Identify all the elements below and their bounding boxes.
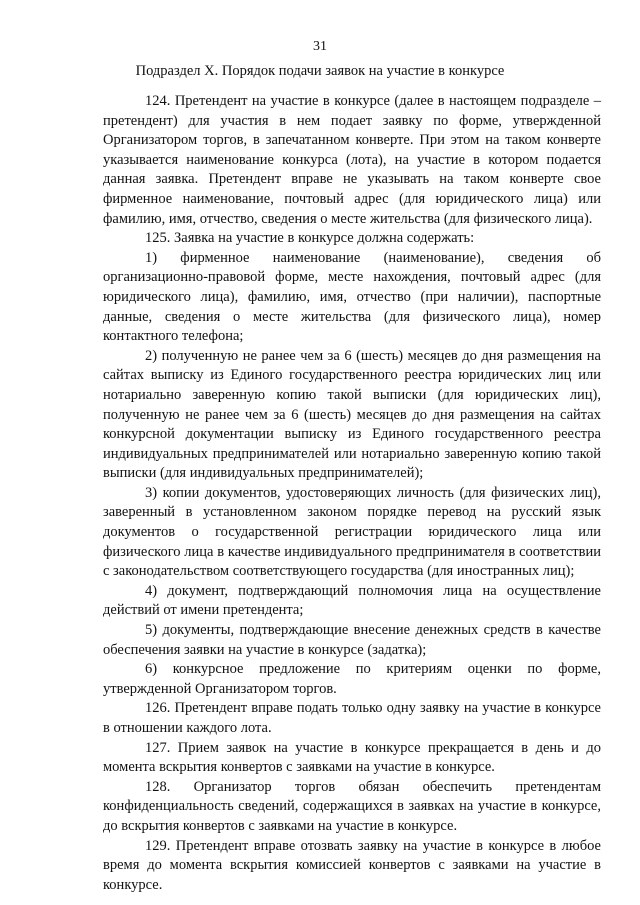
list-item-4: 4) документ, подтверждающий полномочия лица на осуществление действий от имени претендента; [103,582,601,619]
list-item-6: 6) конкурсное предложение по критериям оценки по форме, утвержденной Организатором торгов. [103,661,601,697]
section-title: Подраздел X. Порядок подачи заявок на участие в конкурсе [135,63,505,79]
page-number: 31 [313,39,327,54]
paragraph-127: 127. Прием заявок на участие в конкурсе прекращается в день и до момента вскрытия конвертов с заявками на участие в конкурсе. [103,739,601,776]
paragraph-126: 126. Претендент вправе подать только одну заявку на участие в конкурсе в отношении каждого лота. [103,700,601,736]
list-item-3: 3) копии документов, удостоверяющих личность (для физических лиц), заверенный в установленном законом порядке перевод на русский язык документов о государственной регистрации юридического лица или физического лица в качестве индивидуального предпринимателя в соответствии с законодательством соответствующего государства (для иностранных лиц); [103,484,601,580]
document-body [103,92,601,895]
list-item-5: 5) документы, подтверждающие внесение денежных средств в качестве обеспечения заявки на участие в конкурсе (задатка); [103,622,601,658]
paragraph-129: 129. Претендент вправе отозвать заявку на участие в конкурсе в любое время до момента вскрытия комиссией конвертов с заявками на участие в конкурсе. [103,837,601,893]
paragraph-128: 128. Организатор торгов обязан обеспечить претендентам конфиденциальность сведений, содержащихся в заявках на участие в конкурсе, до вскрытия конвертов с заявками на участие в конкурсе. [103,778,601,834]
list-item-2: 2) полученную не ранее чем за 6 (шесть) месяцев до дня размещения на сайтах выписку из Единого государственного реестра юридических лиц или нотариально заверенную копию такой выписки (для юридических лиц), полученную не ранее чем за 6 (шесть) месяцев до дня размещения на сайтах конкурсной документации выписку из Единого государственного реестра индивидуальных предпринимателей или нотариально заверенную копию такой выписки (для индивидуальных предпринимателей); [103,347,601,482]
list-item-1: 1) фирменное наименование (наименование), сведения об организационно-правовой форме, месте нахождения, почтовый адрес (для юридического лица), фамилию, имя, отчество (при наличии), паспортные данные, сведения о месте жительства (для физического лица), номер контактного телефона; [103,249,601,345]
paragraph-124: 124. Претендент на участие в конкурсе (далее в настоящем подразделе – претендент) для участия в нем подает заявку по форме, утвержденной Организатором торгов, в запечатанном конверте. При этом на таком конверте указывается наименование конкурса (лота), на участие в котором подается данная заявка. Претендент вправе не указывать на таком конверте свое фирменное наименование, почтовый адрес (для юридического лица) или фамилию, имя, отчество, сведения о месте жительства (для физического лица). [103,93,601,227]
paragraph-125: 125. Заявка на участие в конкурсе должна содержать: [145,230,475,247]
